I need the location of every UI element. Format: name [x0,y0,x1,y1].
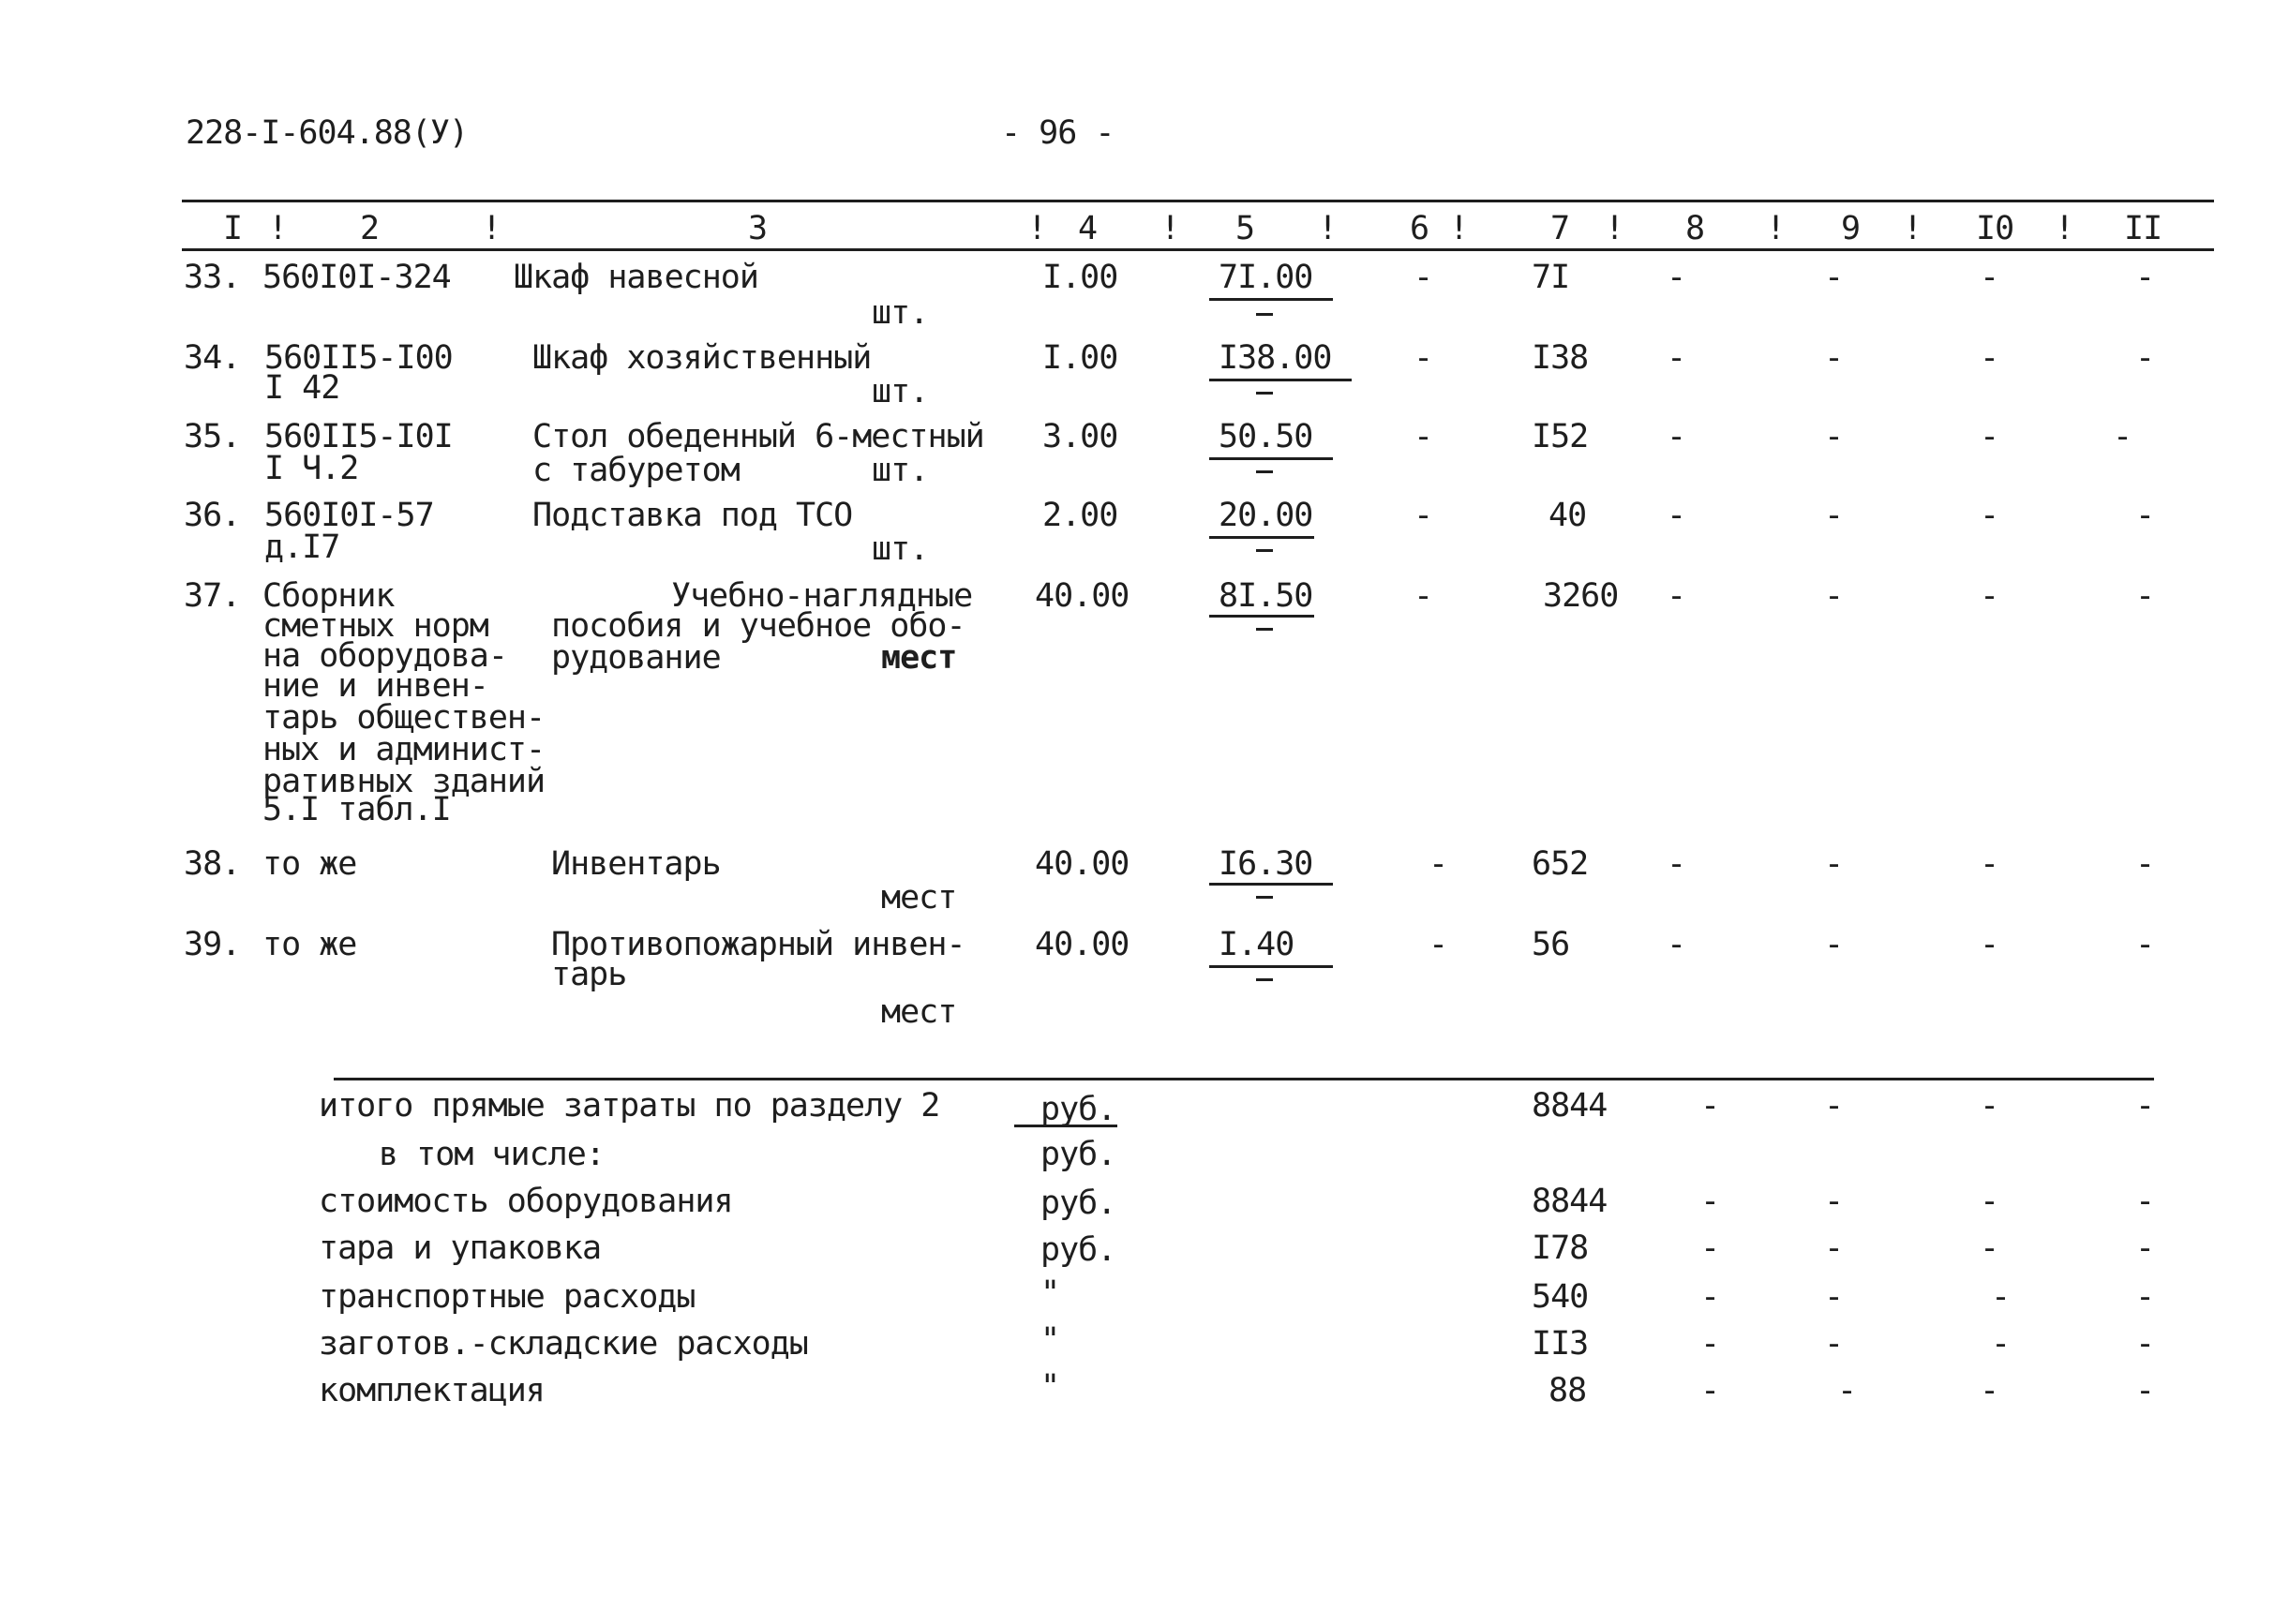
row-unit: мест [881,993,957,1031]
price-underline [1209,615,1314,618]
total-unit: " [1040,1321,1060,1359]
row-qty: 40.00 [1035,845,1130,883]
cell-c10: - [1980,259,1999,296]
total-c9: - [1824,1278,1844,1316]
table-header-rule [182,248,2214,251]
total-c10: - [1980,1183,1999,1220]
cell-c6: - [1414,418,1433,455]
cell-c10: - [1980,577,1999,615]
total-c8: - [1700,1278,1720,1316]
cell-c7: 3260 [1543,577,1619,615]
cell-c11: - [2135,497,2155,534]
doc-code: 228-I-604.88(У) [186,114,469,152]
col-header: 8 [1685,210,1705,247]
price-dash [1256,392,1273,395]
unit-underline [1014,1125,1117,1127]
cell-c10: - [1980,845,1999,883]
total-c7: I78 [1532,1229,1589,1267]
total-c11: - [2135,1372,2155,1409]
cell-c6: - [1414,259,1433,296]
cell-c9: - [1824,339,1844,377]
cell-c10: - [1980,418,1999,455]
price-underline [1209,379,1352,381]
col-header: 4 [1078,210,1098,247]
row-code: тарь обществен- [262,699,546,737]
total-unit: руб. [1040,1136,1116,1173]
cell-c9: - [1824,497,1844,534]
total-c10: - [1980,1372,1999,1409]
row-price: 8I.50 [1219,577,1313,615]
row-code: Сборник [262,577,395,615]
total-c7: 8844 [1532,1087,1608,1125]
total-c11: - [2135,1278,2155,1316]
row-code: д.I7 [264,529,340,566]
total-label: тара и упаковка [319,1229,602,1267]
row-code: ративных зданий [262,763,546,800]
row-number: 37. [184,577,241,615]
cell-c11: - [2135,845,2155,883]
total-c10: - [1991,1278,2011,1316]
total-unit: руб. [1040,1091,1116,1128]
cell-c6: - [1429,926,1448,963]
row-code: 560II5-I0I [264,418,453,455]
total-unit: " [1040,1368,1060,1406]
col-separator: ! [1027,210,1047,247]
row-qty: 3.00 [1042,418,1118,455]
cell-c9: - [1824,845,1844,883]
total-unit: " [1040,1274,1060,1312]
row-number: 39. [184,926,241,963]
cell-c11: - [2113,418,2132,455]
row-name: Противопожарный инвен- [551,926,965,963]
col-separator: ! [1449,210,1469,247]
row-name: пособия и учебное обо- [551,607,965,645]
price-underline [1209,457,1333,460]
col-separator: ! [1318,210,1338,247]
price-dash [1256,313,1273,316]
cell-c7: I52 [1532,418,1589,455]
col-separator: ! [2055,210,2074,247]
total-c10: - [1980,1229,1999,1267]
total-c8: - [1700,1325,1720,1363]
cell-c6: - [1414,339,1433,377]
row-qty: I.00 [1042,339,1118,377]
table-top-rule [182,200,2214,202]
row-number: 35. [184,418,241,455]
row-number: 36. [184,497,241,534]
totals-rule [334,1078,2154,1080]
col-header: 5 [1235,210,1255,247]
row-unit: мест [881,879,957,916]
cell-c7: 56 [1532,926,1570,963]
cell-c6: - [1429,845,1448,883]
col-separator: ! [1903,210,1922,247]
row-price: 20.00 [1219,497,1313,534]
total-c11: - [2135,1325,2155,1363]
row-code: 5.I табл.I [262,791,451,828]
cell-c8: - [1667,577,1686,615]
total-label: стоимость оборудования [319,1183,733,1220]
row-name: с табуретом [532,452,740,489]
col-header: 2 [360,210,380,247]
cell-c8: - [1667,339,1686,377]
cell-c6: - [1414,497,1433,534]
row-name: Шкаф навесной [514,259,758,296]
col-separator: ! [1605,210,1624,247]
cell-c10: - [1980,497,1999,534]
col-header: 6 [1410,210,1429,247]
cell-c7: 40 [1548,497,1587,534]
price-underline [1209,536,1314,539]
total-label: заготов.-складские расходы [319,1325,808,1363]
col-header: I0 [1976,210,2014,247]
total-label: транспортные расходы [319,1278,696,1316]
total-c8: - [1700,1372,1720,1409]
total-c7: 8844 [1532,1183,1608,1220]
cell-c7: I38 [1532,339,1589,377]
row-qty: 2.00 [1042,497,1118,534]
row-code: ных и админист- [262,731,546,768]
price-underline [1209,883,1333,886]
row-name: Подставка под ТСО [532,497,853,534]
row-code: 560I0I-324 [262,259,451,296]
total-c8: - [1700,1229,1720,1267]
row-qty: 40.00 [1035,926,1130,963]
col-separator: ! [482,210,501,247]
total-label: комплектация [319,1372,545,1409]
total-c10: - [1991,1325,2011,1363]
cell-c9: - [1824,418,1844,455]
cell-c8: - [1667,418,1686,455]
cell-c10: - [1980,339,1999,377]
total-label: в том числе: [379,1136,605,1173]
total-c8: - [1700,1183,1720,1220]
col-header: I [223,210,243,247]
cell-c11: - [2135,259,2155,296]
page-number: - 96 - [1001,114,1115,152]
row-name: тарь [551,956,627,993]
row-code: I 42 [264,369,340,407]
row-number: 38. [184,845,241,883]
total-c9: - [1824,1325,1844,1363]
row-price: 7I.00 [1219,259,1313,296]
row-code: на оборудова- [262,637,507,675]
row-code: то же [262,845,357,883]
cell-c6: - [1414,577,1433,615]
row-qty: 40.00 [1035,577,1130,615]
row-code: I Ч.2 [264,450,359,487]
total-c8: - [1700,1087,1720,1125]
row-unit: шт. [872,373,929,410]
cell-c8: - [1667,259,1686,296]
cell-c11: - [2135,926,2155,963]
row-qty: I.00 [1042,259,1118,296]
total-c9: - [1824,1087,1844,1125]
total-c11: - [2135,1229,2155,1267]
price-dash [1256,628,1273,631]
cell-c9: - [1824,259,1844,296]
total-unit: руб. [1040,1184,1116,1222]
total-c11: - [2135,1183,2155,1220]
col-header: 9 [1841,210,1861,247]
cell-c8: - [1667,497,1686,534]
price-dash [1256,549,1273,552]
row-code: сметных норм [262,607,488,645]
row-number: 34. [184,339,241,377]
price-underline [1209,965,1333,968]
row-code: то же [262,926,357,963]
total-c10: - [1980,1087,1999,1125]
cell-c10: - [1980,926,1999,963]
row-name: Стол обеденный 6-местный [532,418,984,455]
row-name: Инвентарь [551,845,721,883]
cell-c8: - [1667,926,1686,963]
total-c9: - [1837,1372,1857,1409]
cell-c11: - [2135,577,2155,615]
total-c7: 540 [1532,1278,1589,1316]
price-dash [1256,978,1273,981]
row-code: 560I0I-57 [264,497,434,534]
col-separator: ! [268,210,288,247]
price-dash [1256,896,1273,899]
row-price: I.40 [1219,926,1294,963]
row-price: I38.00 [1219,339,1332,377]
col-header: II [2124,210,2162,247]
row-price: I6.30 [1219,845,1313,883]
row-unit: шт. [872,452,929,489]
row-unit: шт. [872,294,929,332]
col-header: 3 [748,210,768,247]
cell-c11: - [2135,339,2155,377]
cell-c7: 7I [1532,259,1570,296]
total-unit: руб. [1040,1231,1116,1269]
cell-c9: - [1824,926,1844,963]
row-price: 50.50 [1219,418,1313,455]
row-code: ние и инвен- [262,667,488,705]
cell-c7: 652 [1532,845,1589,883]
cell-c8: - [1667,845,1686,883]
row-code: 560II5-I00 [264,339,453,377]
col-header: 7 [1550,210,1570,247]
total-c7: 88 [1548,1372,1587,1409]
row-name: Учебно-наглядные [671,577,973,615]
row-unit: шт. [872,530,929,568]
total-c7: II3 [1532,1325,1589,1363]
row-name: Шкаф хозяйственный [532,339,872,377]
row-name: рудование [551,639,721,677]
price-underline [1209,298,1333,301]
total-c9: - [1824,1229,1844,1267]
row-unit: мест [881,639,957,677]
col-separator: ! [1766,210,1786,247]
total-c9: - [1824,1183,1844,1220]
price-dash [1256,470,1273,473]
cell-c9: - [1824,577,1844,615]
col-separator: ! [1160,210,1180,247]
total-c11: - [2135,1087,2155,1125]
total-label: итого прямые затраты по разделу 2 [319,1087,940,1125]
row-number: 33. [184,259,241,296]
